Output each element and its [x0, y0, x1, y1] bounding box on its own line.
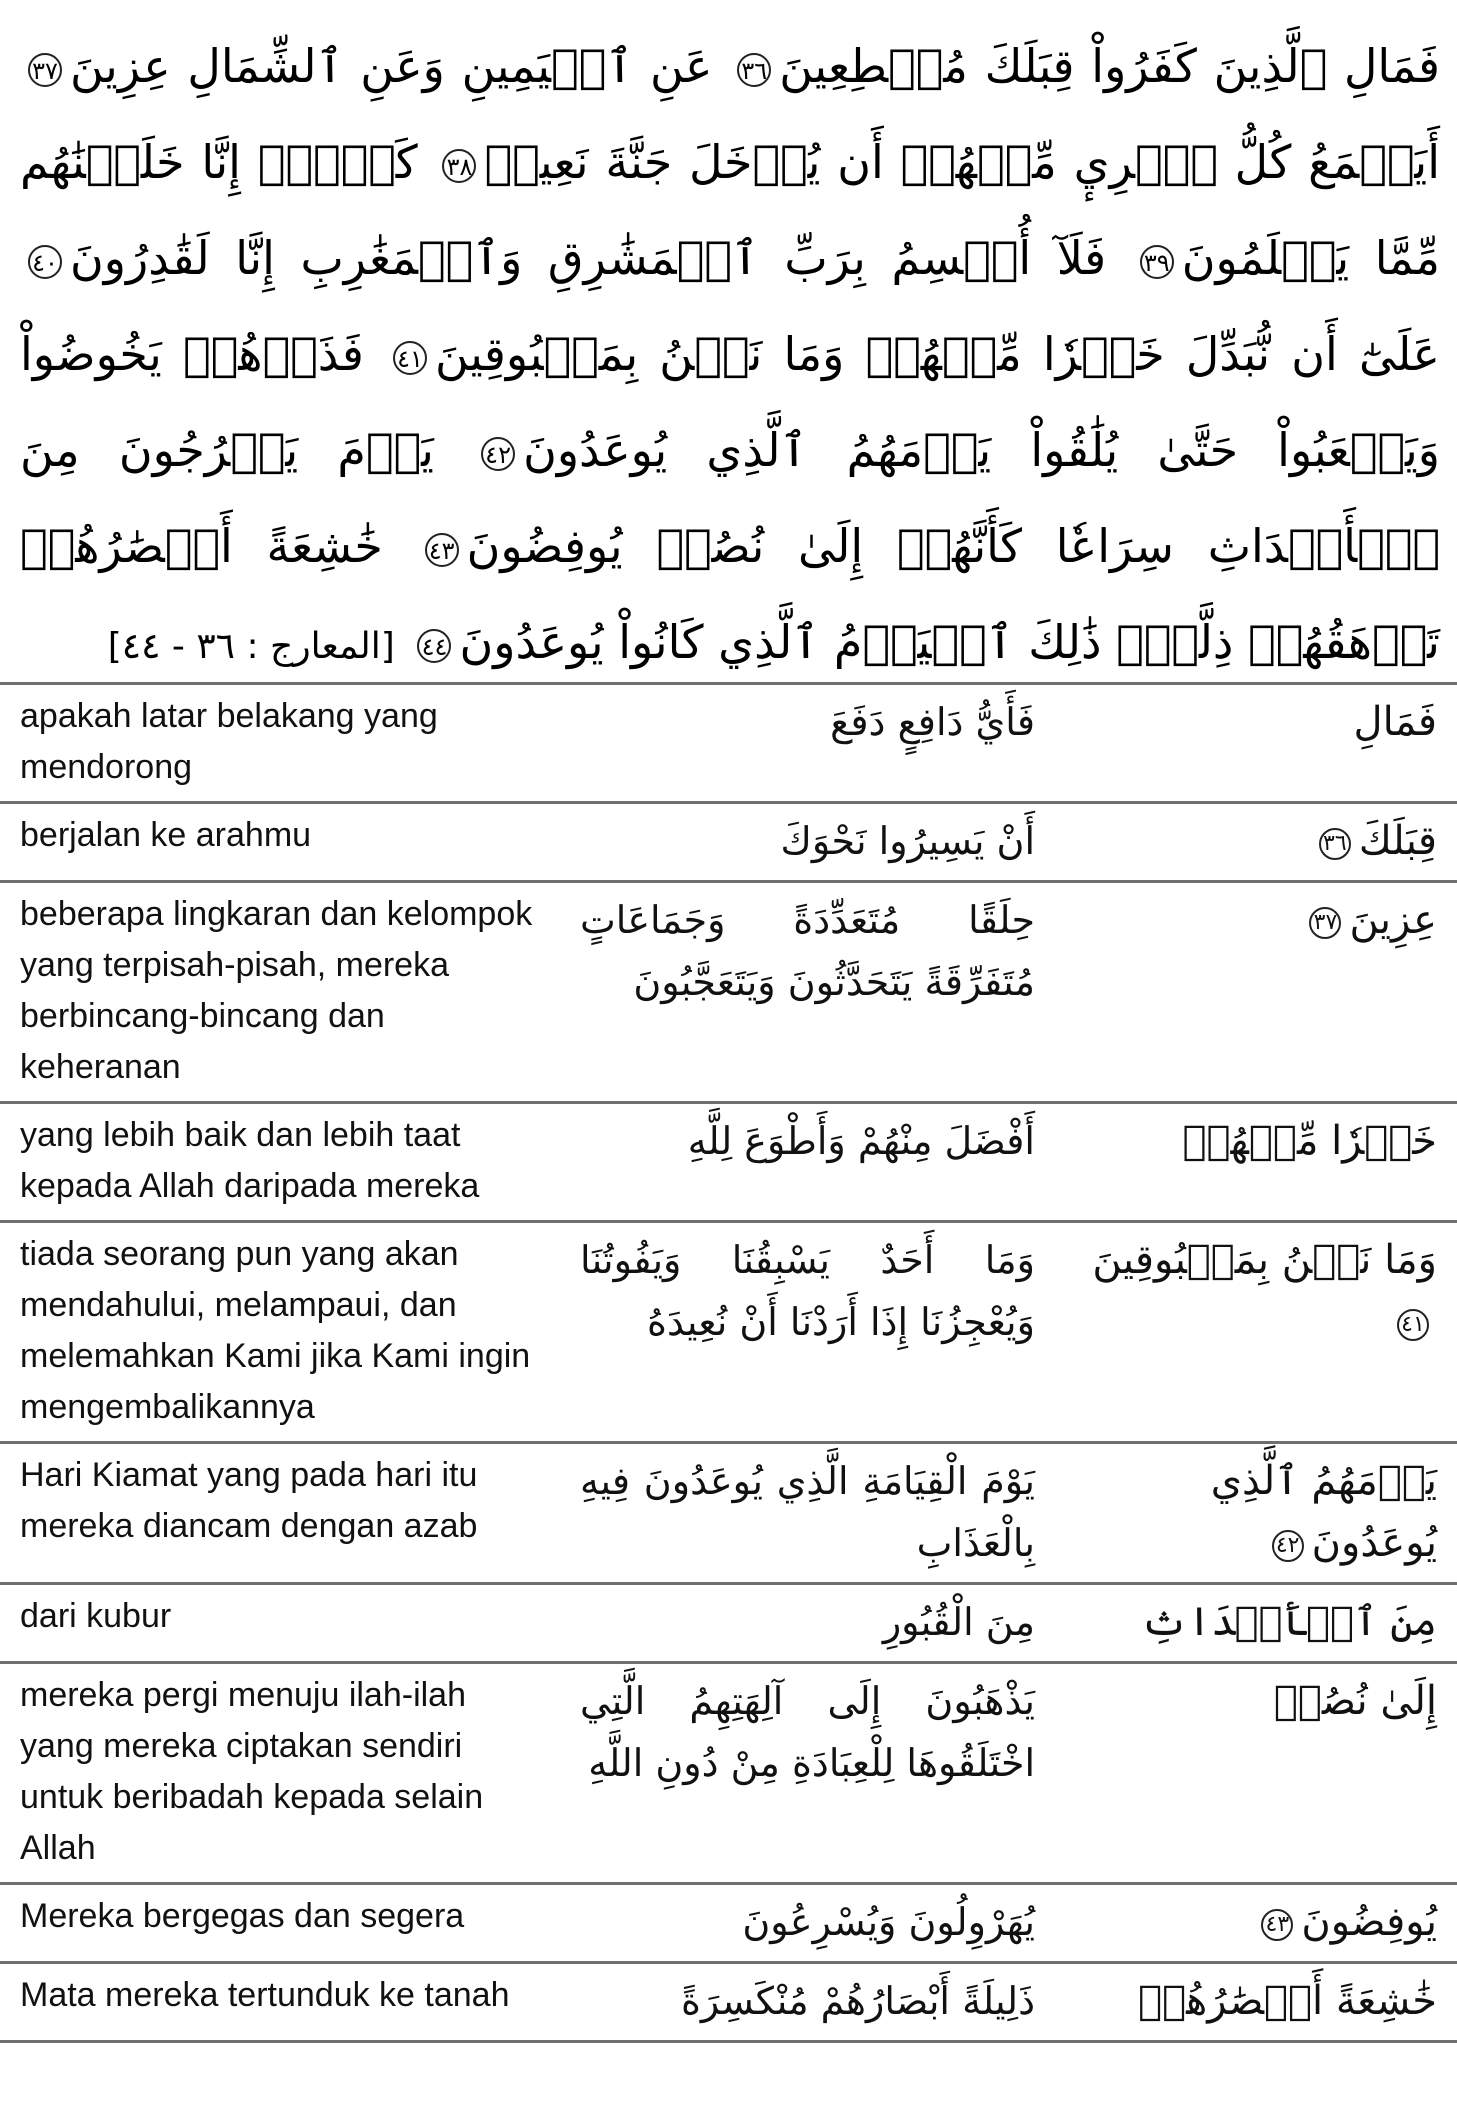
verse-36: فَمَالِ ٱلَّذِينَ كَفَرُواْ قِبَلَكَ مُهۡطِعِينَ٣٦ — [729, 39, 1440, 93]
verse-number-marker: ٤٣ — [1261, 1909, 1293, 1941]
table-row — [0, 882, 1457, 1103]
table-row — [0, 1103, 1457, 1222]
quran-word-cell — [1055, 1663, 1457, 1884]
verse-44: خَٰشِعَةً أَبۡصَٰرُهُمۡ تَرۡهَقُهُمۡ ذِلَّةٞۚ ذَٰلِكَ ٱلۡيَوۡمُ ٱلَّذِي كَانُواْ يُوعَدُونَ٤٤ — [20, 519, 1440, 669]
table-row — [0, 1884, 1457, 1963]
quran-word: خَٰشِعَةً أَبۡصَٰرُهُمۡ — [1138, 1978, 1437, 2024]
arabic-meaning-cell: يَذْهَبُونَ إِلَى آلِهَتِهِمُ الَّتِي اخْتَلَقُوهَا لِلْعِبَادَةِ مِنْ دُونِ اللَّهِ — [560, 1663, 1055, 1884]
verse-end-marker: ٣٨ — [442, 149, 476, 183]
quran-word-cell — [1055, 803, 1457, 882]
verse-number-marker: ٣٧ — [1309, 907, 1341, 939]
table-row — [0, 1443, 1457, 1584]
quran-word: إِلَىٰ نُصُبٖ — [1273, 1678, 1437, 1724]
translation-cell: Mereka bergegas dan segera — [0, 1884, 560, 1963]
arabic-meaning-cell: حِلَقًا مُتَعَدِّدَةً وَجَمَاعَاتٍ مُتَفَرِّقَةً يَتَحَدَّثُونَ وَيَتَعَجَّبُونَ — [560, 882, 1055, 1103]
translation-cell: yang lebih baik dan lebih taat kepada Allah daripada mereka — [0, 1103, 560, 1222]
translation-cell: beberapa lingkaran dan kelompok yang terpisah-pisah, mereka berbincang-bincang dan keheranan — [0, 882, 560, 1103]
verse-number-marker: ٤٢ — [1272, 1530, 1304, 1562]
arabic-meaning-cell: أَنْ يَسِيرُوا نَحْوَكَ — [560, 803, 1055, 882]
verse-end-marker: ٣٩ — [1140, 245, 1174, 279]
table-row — [0, 1584, 1457, 1663]
arabic-meaning-cell: يُهَرْوِلُونَ وَيُسْرِعُونَ — [560, 1884, 1055, 1963]
verse-39: كَلَّآۖ إِنَّا خَلَقۡنَٰهُم مِّمَّا يَعۡلَمُونَ٣٩ — [20, 135, 1440, 285]
quran-word: فَمَالِ — [1353, 699, 1437, 745]
verse-end-marker: ٤٣ — [425, 533, 459, 567]
quran-word: عِزِينَ — [1349, 897, 1437, 943]
verse-37: عَنِ ٱلۡيَمِينِ وَعَنِ ٱلشِّمَالِ عِزِينَ٣٧ — [20, 39, 712, 93]
quran-word: خَيۡرٗا مِّنۡهُمۡ — [1182, 1118, 1437, 1164]
verse-end-marker: ٣٧ — [28, 53, 62, 87]
quran-word-cell — [1055, 684, 1457, 803]
quran-word-cell — [1055, 1443, 1457, 1584]
verse-end-marker: ٤٠ — [28, 245, 62, 279]
quran-word-cell — [1055, 1884, 1457, 1963]
quran-word: مِنَ ٱلۡأَجۡدَاثِ — [1140, 1599, 1437, 1645]
quran-word-cell — [1055, 882, 1457, 1103]
verse-end-marker: ٤٤ — [417, 629, 451, 663]
verse-end-marker: ٣٦ — [737, 53, 771, 87]
quran-word: قِبَلَكَ — [1358, 818, 1437, 864]
verse-number-marker: ٣٦ — [1319, 828, 1351, 860]
surah-reference: [المعارج : ٣٦ - ٤٤] — [107, 626, 395, 667]
arabic-meaning-cell: مِنَ الْقُبُورِ — [560, 1584, 1055, 1663]
verse-number-marker: ٤١ — [1397, 1309, 1429, 1341]
arabic-meaning-cell: فَأَيُّ دَافِعٍ دَفَعَ — [560, 684, 1055, 803]
verse-42: فَذَرۡهُمۡ يَخُوضُواْ وَيَلۡعَبُواْ حَتَّىٰ يُلَٰقُواْ يَوۡمَهُمُ ٱلَّذِي يُوعَدُونَ٤٢ — [20, 327, 1441, 477]
table-row — [0, 1222, 1457, 1443]
translation-cell: berjalan ke arahmu — [0, 803, 560, 882]
verse-43: يَوۡمَ يَخۡرُجُونَ مِنَ ٱلۡأَجۡدَاثِ سِرَاعٗا كَأَنَّهُمۡ إِلَىٰ نُصُبٖ يُوفِضُونَ٤٣ — [20, 423, 1440, 573]
verse-end-marker: ٤٢ — [481, 437, 515, 471]
arabic-meaning-cell: ذَلِيلَةً أَبْصَارُهُمْ مُنْكَسِرَةً — [560, 1963, 1055, 2042]
quran-verses-block — [20, 18, 1440, 695]
vocabulary-table — [0, 682, 1457, 2043]
table-row — [0, 684, 1457, 803]
quran-word-cell — [1055, 1103, 1457, 1222]
translation-cell: Mata mereka tertunduk ke tanah — [0, 1963, 560, 2042]
table-row — [0, 1663, 1457, 1884]
arabic-meaning-cell: وَمَا أَحَدٌ يَسْبِقُنَا وَيَفُوتُنَا وَيُعْجِزُنَا إِذَا أَرَدْنَا أَنْ نُعِيدَهُ — [560, 1222, 1055, 1443]
translation-cell: Hari Kiamat yang pada hari itu mereka diancam dengan azab — [0, 1443, 560, 1584]
arabic-meaning-cell: يَوْمَ الْقِيَامَةِ الَّذِي يُوعَدُونَ فِيهِ بِالْعَذَابِ — [560, 1443, 1055, 1584]
verse-38: أَيَطۡمَعُ كُلُّ ٱمۡرِيٕ مِّنۡهُمۡ أَن يُدۡخَلَ جَنَّةَ نَعِيمٖ٣٨ — [434, 135, 1440, 189]
quran-word-cell — [1055, 1584, 1457, 1663]
table-row — [0, 1963, 1457, 2042]
quran-word: وَمَا نَحۡنُ بِمَسۡبُوقِينَ — [1092, 1237, 1437, 1283]
quran-word: يَوۡمَهُمُ ٱلَّذِي يُوعَدُونَ — [1210, 1458, 1437, 1566]
verse-41: عَلَىٰٓ أَن نُّبَدِّلَ خَيۡرٗا مِّنۡهُمۡ وَمَا نَحۡنُ بِمَسۡبُوقِينَ٤١ — [385, 327, 1440, 381]
translation-cell: tiada seorang pun yang akan mendahului, melampaui, dan melemahkan Kami jika Kami ingin mengembalikannya — [0, 1222, 560, 1443]
quran-word-cell — [1055, 1222, 1457, 1443]
verse-40: فَلَآ أُقۡسِمُ بِرَبِّ ٱلۡمَشَٰرِقِ وَٱلۡمَغَٰرِبِ إِنَّا لَقَٰدِرُونَ٤٠ — [20, 231, 1106, 285]
translation-cell: mereka pergi menuju ilah-ilah yang mereka ciptakan sendiri untuk beribadah kepada selain Allah — [0, 1663, 560, 1884]
arabic-meaning-cell: أَفْضَلَ مِنْهُمْ وَأَطْوَعَ لِلَّهِ — [560, 1103, 1055, 1222]
quran-word-cell — [1055, 1963, 1457, 2042]
translation-cell: apakah latar belakang yang mendorong — [0, 684, 560, 803]
quran-word: يُوفِضُونَ — [1301, 1899, 1437, 1945]
table-row — [0, 803, 1457, 882]
verse-end-marker: ٤١ — [393, 341, 427, 375]
translation-cell: dari kubur — [0, 1584, 560, 1663]
